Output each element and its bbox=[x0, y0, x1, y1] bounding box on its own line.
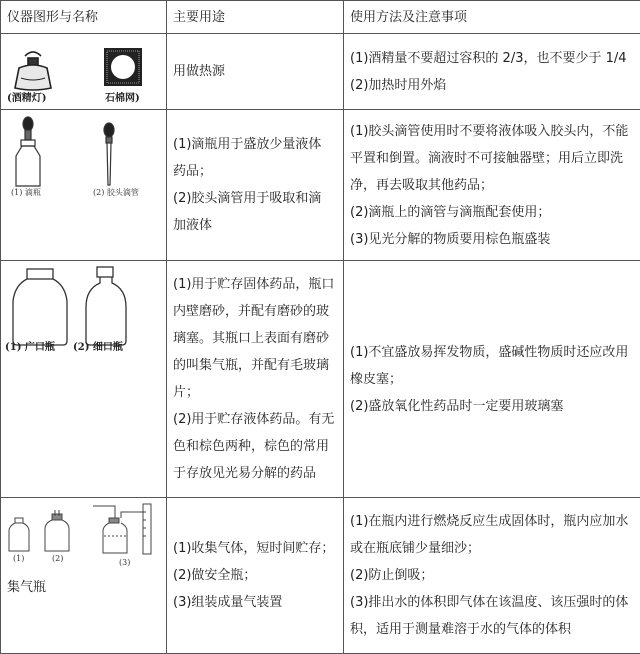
dropper-bottle-label: (1) 滴瓶 bbox=[11, 188, 41, 198]
note-line: (1)胶头滴管使用时不要将液体吸入胶头内，不能 bbox=[350, 118, 634, 145]
use-line: (3)组装成量气装置 bbox=[173, 589, 337, 616]
note-line: (1)在瓶内进行燃烧反应生成固体时，瓶内应加水 bbox=[350, 508, 634, 535]
dropper-label: (2) 胶头滴管 bbox=[93, 188, 139, 198]
note-line: 净，再去吸取其他药品； bbox=[350, 172, 634, 199]
note-line: (3)排出水的体积即气体在该温度、该压强时的体 bbox=[350, 589, 634, 616]
use-line: (2)用于贮存液体药品。有无 bbox=[173, 406, 337, 433]
figure-cell bbox=[1, 34, 167, 110]
note-line: 或在瓶底铺少量细沙； bbox=[350, 535, 634, 562]
note-line: (2)盛放氧化性药品时一定要用玻璃塞 bbox=[350, 393, 634, 420]
use-line: 用做热源 bbox=[173, 58, 337, 85]
use-line: 药品； bbox=[173, 158, 337, 185]
figure-cell bbox=[1, 498, 167, 654]
dropper-figure bbox=[104, 123, 114, 185]
header-row bbox=[1, 1, 640, 34]
note-line: (2)防止倒吸； bbox=[350, 562, 634, 589]
dropper-bottle-figure bbox=[1, 110, 167, 260]
table-row bbox=[1, 110, 640, 261]
use-line: 于存放见光易分解的药品 bbox=[173, 460, 337, 487]
alcohol-lamp-label: (酒精灯) bbox=[7, 92, 46, 106]
notes-cell bbox=[344, 34, 640, 110]
gas-bottle-label-1: (1) bbox=[13, 554, 24, 564]
notes-cell bbox=[344, 261, 640, 498]
narrow-mouth-bottle-label: (2) 细口瓶 bbox=[73, 341, 123, 355]
gas-bottle-label-3: (3) bbox=[119, 558, 130, 568]
asbestos-gauze-label: 石棉网) bbox=[105, 92, 140, 106]
use-line: 璃塞。其瓶口上表面有磨砂 bbox=[173, 325, 337, 352]
wide-mouth-bottle-label: (1) 广口瓶 bbox=[5, 341, 55, 355]
figure-cell bbox=[1, 110, 167, 261]
note-line: 平置和倒置。滴液时不可接触器壁；用后立即洗 bbox=[350, 145, 634, 172]
use-cell bbox=[167, 261, 344, 498]
note-line: (3)见光分解的物质要用棕色瓶盛装 bbox=[350, 226, 634, 253]
note-line: 积，适用于测量难溶于水的气体的体积 bbox=[350, 616, 634, 643]
use-line: (2)胶头滴管用于吸取和滴 bbox=[173, 185, 337, 212]
header-col-notes: 使用方法及注意事项 bbox=[344, 1, 640, 34]
use-cell bbox=[167, 34, 344, 110]
notes-cell bbox=[344, 498, 640, 654]
note-line: (2)滴瓶上的滴管与滴瓶配套使用； bbox=[350, 199, 634, 226]
use-line: 加液体 bbox=[173, 212, 337, 239]
figure-cell bbox=[1, 261, 167, 498]
gas-bottle-label-2: (2) bbox=[52, 554, 63, 564]
gas-bottle-figure bbox=[1, 498, 167, 578]
table-row bbox=[1, 34, 640, 110]
use-line: (1)收集气体，短时间贮存； bbox=[173, 535, 337, 562]
note-line: 橡皮塞； bbox=[350, 366, 634, 393]
notes-cell bbox=[344, 110, 640, 261]
asbestos-gauze-figure bbox=[104, 48, 142, 86]
note-line: (1)酒精量不要超过容积的 2/3，也不要少于 1/4 bbox=[350, 45, 634, 72]
use-cell bbox=[167, 110, 344, 261]
header-col-use: 主要用途 bbox=[167, 1, 344, 34]
use-cell bbox=[167, 498, 344, 654]
use-line: (2)做安全瓶； bbox=[173, 562, 337, 589]
note-line: (1)不宜盛放易挥发物质，盛碱性物质时还应改用 bbox=[350, 339, 634, 366]
header-col-figure: 仪器图形与名称 bbox=[1, 1, 167, 34]
use-line: 的叫集气瓶，并配有毛玻璃 bbox=[173, 352, 337, 379]
use-line: 色和棕色两种，棕色的常用 bbox=[173, 433, 337, 460]
use-line: 内壁磨砂，并配有磨砂的玻 bbox=[173, 298, 337, 325]
use-line: (1)用于贮存固体药品，瓶口 bbox=[173, 271, 337, 298]
table-row bbox=[1, 261, 640, 498]
note-line: (2)加热时用外焰 bbox=[350, 72, 634, 99]
use-line: 片； bbox=[173, 379, 337, 406]
gas-bottle-name: 集气瓶 bbox=[7, 578, 46, 598]
use-line: (1)滴瓶用于盛放少量液体 bbox=[173, 131, 337, 158]
table-row bbox=[1, 498, 640, 654]
